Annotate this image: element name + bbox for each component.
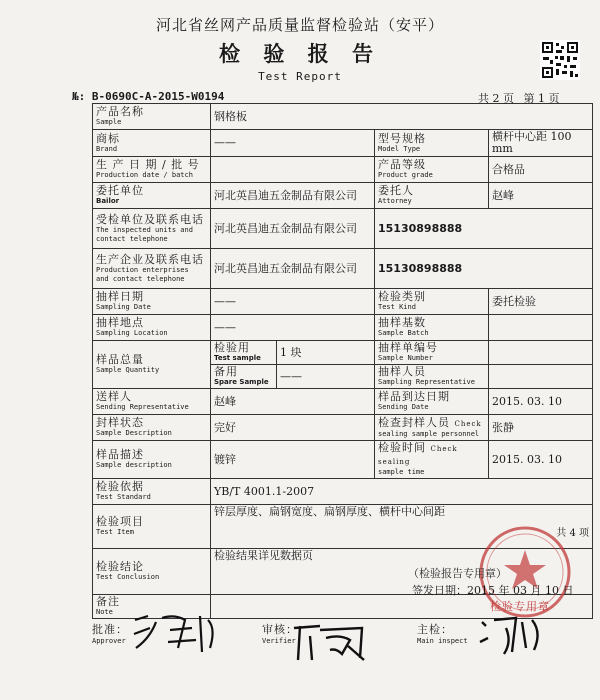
field-label-sample-quantity: 样品总量 Sample Quantity [93,341,211,389]
field-value-inspected-units: 河北英昌迪五金制品有限公司 [211,209,375,249]
field-label-sampling-location: 抽样地点 Sampling Location [93,315,211,341]
field-value-check-time: 2015. 03. 10 [489,441,593,479]
field-value-production-date [211,157,375,183]
field-label-sample-number: 抽样单编号 Sample Number [375,341,489,365]
field-value-grade: 合格品 [489,157,593,183]
field-value-test-sample: 1 块 [277,341,375,365]
table-row [93,183,593,209]
field-value-sample: 钢格板 [211,104,593,130]
field-label-inspected-units: 受检单位及联系电话 The inspected units and contact telephone [93,209,211,249]
field-label-brand: 商标 Brand [93,130,211,157]
field-value-brand: —— [211,130,375,157]
field-label-sample-desc2: 样品描述 Sample description [93,441,211,479]
field-value-sending-date: 2015. 03. 10 [489,389,593,415]
field-value-sample-number [489,341,593,365]
approver-signature: 批准： Approver [92,623,128,645]
field-value-sample-desc2: 镀锌 [211,441,375,479]
page-total: 共 2 页 [478,92,514,105]
qr-code-icon [540,40,580,80]
field-label-spare-sample: 备用 Spare Sample [211,365,277,389]
field-value-sample-description: 完好 [211,415,375,441]
table-row [93,341,593,365]
field-label-production-date: 生 产 日 期 / 批 号 Production date / batch [93,157,211,183]
field-label-sampling-rep: 抽样人员 Sampling Representative [375,365,489,389]
seal-note: （检验报告专用章） [408,567,507,580]
field-value-test-conclusion: 检验结果详见数据页 [211,549,593,595]
table-row [93,389,593,415]
field-label-check-personnel: 检查封样人员 Check sealing sample personnel [375,415,489,441]
field-value-sample-batch [489,315,593,341]
field-label-sample-description: 封样状态 Sample Description [93,415,211,441]
seal-label: 检验专用章 [490,600,550,613]
field-value-sampling-rep [489,365,593,389]
field-label-sending-date: 样品到达日期 Sending Date [375,389,489,415]
table-row [93,415,593,441]
table-row [93,130,593,157]
field-value-test-kind: 委托检验 [489,289,593,315]
inspector-signature: 主检： Main inspect [417,623,468,645]
table-row [93,479,593,505]
field-label-sample: 产品名称 Sample [93,104,211,130]
field-label-test-item: 检验项目 Test Item [93,505,211,549]
test-item-list: 锌层厚度、扁钢宽度、扁钢厚度、横杆中心间距 [214,505,445,518]
issue-date: 签发日期：2015 年 03 月 10 日 [412,584,574,597]
field-label-bailor: 委托单位 Bailor [93,183,211,209]
page-current: 第 1 页 [523,92,560,105]
document-number: №: B-0690C-A-2015-W0194 [72,90,225,103]
approver-handwriting [130,608,220,658]
org-title: 河北省丝网产品质量监督检验站（安平） [155,16,444,34]
field-value-test-standard: YB/T 4001.1-2007 [211,479,593,505]
table-row [93,209,593,249]
field-label-attorney: 委托人 Attorney [375,183,489,209]
field-label-sampling-date: 抽样日期 Sampling Date [93,289,211,315]
table-row [93,104,593,130]
field-label-model: 型号规格 Model Type [375,130,489,157]
field-label-grade: 产品等级 Product grade [375,157,489,183]
field-label-sending-rep: 送样人 Sending Representative [93,389,211,415]
field-label-check-time: 检验时间 Check sealing sample time [375,441,489,479]
test-item-count: 共 4 项 [556,528,589,539]
table-row [93,441,593,479]
field-label-sample-batch: 抽样基数 Sample Batch [375,315,489,341]
report-title: 检 验 报 告 [219,41,381,66]
field-value-sampling-location: —— [211,315,375,341]
verifier-signature: 审核： Verifier [262,623,298,645]
field-value-check-personnel: 张静 [489,415,593,441]
field-value-production-enterprises: 河北英昌迪五金制品有限公司 [211,249,375,289]
verifier-handwriting [290,620,370,666]
field-label-production-enterprises: 生产企业及联系电话 Production enterprises and contact telephone [93,249,211,289]
table-row [93,289,593,315]
table-row [93,157,593,183]
table-row [93,249,593,289]
field-label-test-standard: 检验依据 Test Standard [93,479,211,505]
table-row [93,315,593,341]
field-value-inspected-phone: 15130898888 [375,209,593,249]
field-label-note: 备注 Note [93,595,211,619]
field-value-attorney: 赵峰 [489,183,593,209]
field-label-test-kind: 检验类别 Test Kind [375,289,489,315]
field-label-test-sample: 检验用 Test sample [211,341,277,365]
field-value-model: 横杆中心距 100 mm [489,130,593,157]
inspector-handwriting [476,612,546,658]
field-value-production-phone: 15130898888 [375,249,593,289]
field-value-sending-rep: 赵峰 [211,389,375,415]
report-title-en: Test Report [258,70,342,83]
field-value-bailor: 河北英昌迪五金制品有限公司 [211,183,375,209]
field-value-sampling-date: —— [211,289,375,315]
field-value-spare-sample: —— [277,365,375,389]
field-label-test-conclusion: 检验结论 Test Conclusion [93,549,211,595]
